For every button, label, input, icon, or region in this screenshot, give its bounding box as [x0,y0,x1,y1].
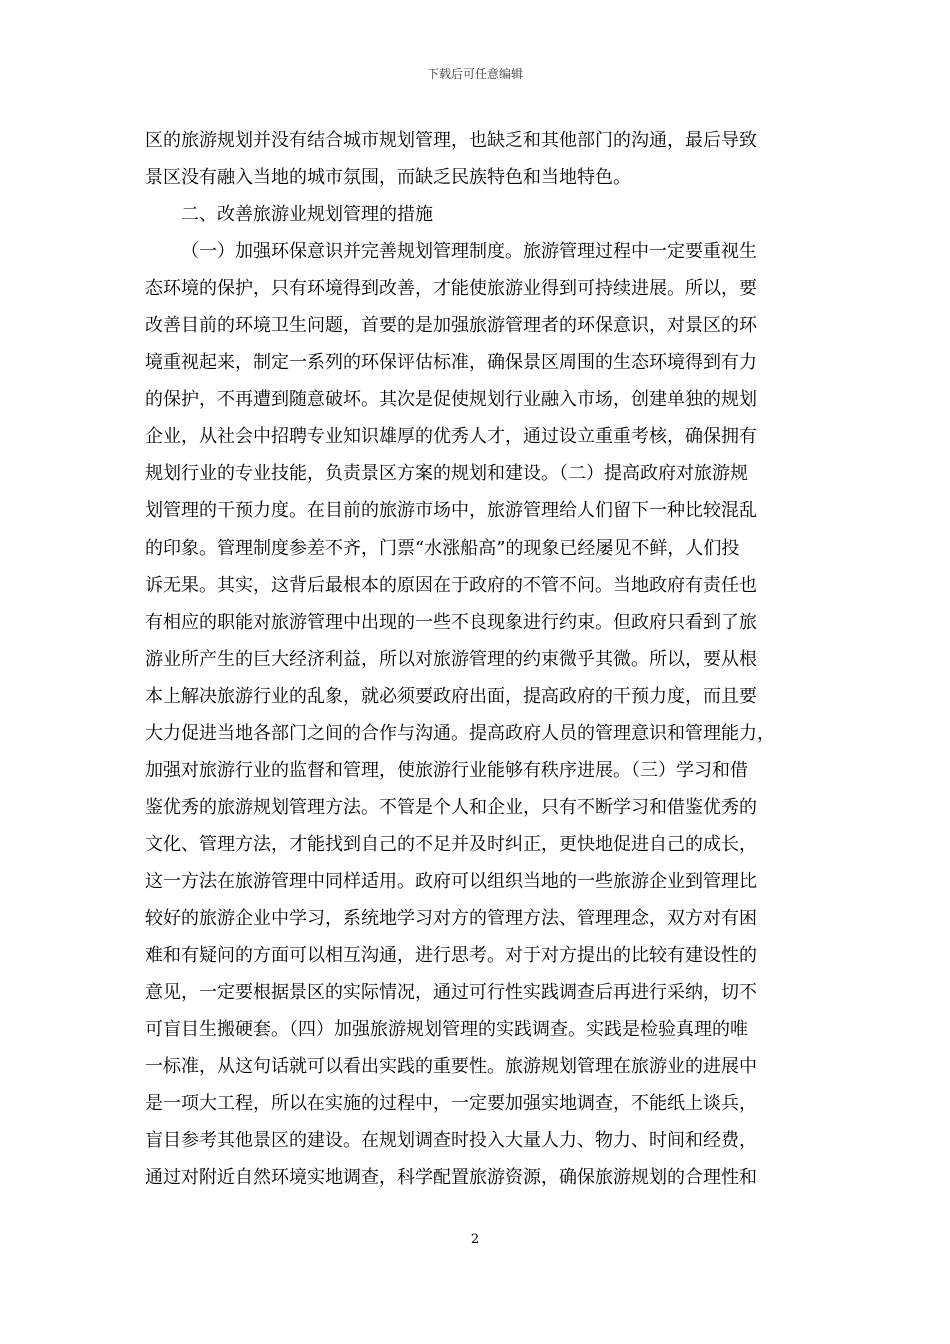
text-line: 游业所产生的巨大经济利益，所以对旅游管理的约束微乎其微。所以，要从根 [145,648,757,670]
text-line: 态环境的保护，只有环境得到改善，才能使旅游业得到可持续进展。所以，要 [145,278,757,300]
text-line: 诉无果。其实，这背后最根本的原因在于政府的不管不问。当地政府有责任也 [145,574,757,596]
text-line: 通过对附近自然环境实地调查，科学配置旅游资源，确保旅游规划的合理性和 [145,1167,757,1189]
text-line: 有相应的职能对旅游管理中出现的一些不良现象进行约束。但政府只看到了旅 [145,611,757,633]
page-number: 2 [470,1232,480,1247]
page-header: 下载后可任意编辑 [426,67,523,81]
text-line: 盲目参考其他景区的建设。在规划调查时投入大量人力、物力、时间和经费， [145,1130,757,1152]
text-line: 的保护，不再遭到随意破坏。其次是促使规划行业融入市场，创建单独的规划 [145,389,757,411]
text-line: 境重视起来，制定一系列的环保评估标准，确保景区周围的生态环境得到有力 [145,352,757,374]
text-line: 较好的旅游企业中学习，系统地学习对方的管理方法、管理理念，双方对有困 [145,907,757,929]
text-line: 区的旅游规划并没有结合城市规划管理，也缺乏和其他部门的沟通，最后导致 [145,130,757,151]
text-line: 本上解决旅游行业的乱象，就必须要政府出面，提高政府的干预力度，而且要 [145,685,757,707]
text-line: 文化、管理方法，才能找到自己的不足并及时纠正，更快地促进自己的成长， [145,833,757,855]
text-line: 意见，一定要根据景区的实际情况，通过可行性实践调查后再进行采纳，切不 [145,982,757,1004]
text-line: 大力促进当地各部门之间的合作与沟通。提高政府人员的管理意识和管理能力， [145,722,775,744]
text-line: 这一方法在旅游管理中同样适用。政府可以组织当地的一些旅游企业到管理比 [145,870,757,892]
text-line: 改善目前的环境卫生问题，首要的是加强旅游管理者的环保意识，对景区的环 [145,315,757,337]
text-line: 一标准，从这句话就可以看出实践的重要性。旅游规划管理在旅游业的进展中 [145,1056,757,1078]
text-line: 难和有疑问的方面可以相互沟通，进行思考。对于对方提出的比较有建设性的 [145,945,757,967]
text-line: 加强对旅游行业的监督和管理，使旅游行业能够有秩序进展。（三）学习和借 [145,759,748,781]
text-line: 鉴优秀的旅游规划管理方法。不管是个人和企业，只有不断学习和借鉴优秀的 [145,796,757,818]
text-line: 景区没有融入当地的城市氛围，而缺乏民族特色和当地特色。 [145,167,631,189]
text-line: 划管理的干预力度。在目前的旅游市场中，旅游管理给人们留下一种比较混乱 [145,500,757,522]
text-line: （一）加强环保意识并完善规划管理制度。旅游管理过程中一定要重视生 [181,241,757,263]
text-line: 规划行业的专业技能，负责景区方案的规划和建设。（二）提高政府对旅游规 [145,463,748,485]
text-line: 的印象。管理制度参差不齐，门票“水涨船高”的现象已经屡见不鲜，人们投 [145,537,740,559]
text-line: 可盲目生搬硬套。（四）加强旅游规划管理的实践调查。实践是检验真理的唯 [145,1019,748,1041]
body-text [145,122,825,1196]
section-heading: 二、改善旅游业规划管理的措施 [181,204,433,226]
text-line: 企业，从社会中招聘专业知识雄厚的优秀人才，通过设立重重考核，确保拥有 [145,426,757,448]
text-line: 是一项大工程，所以在实施的过程中，一定要加强实地调查，不能纸上谈兵， [145,1093,757,1115]
